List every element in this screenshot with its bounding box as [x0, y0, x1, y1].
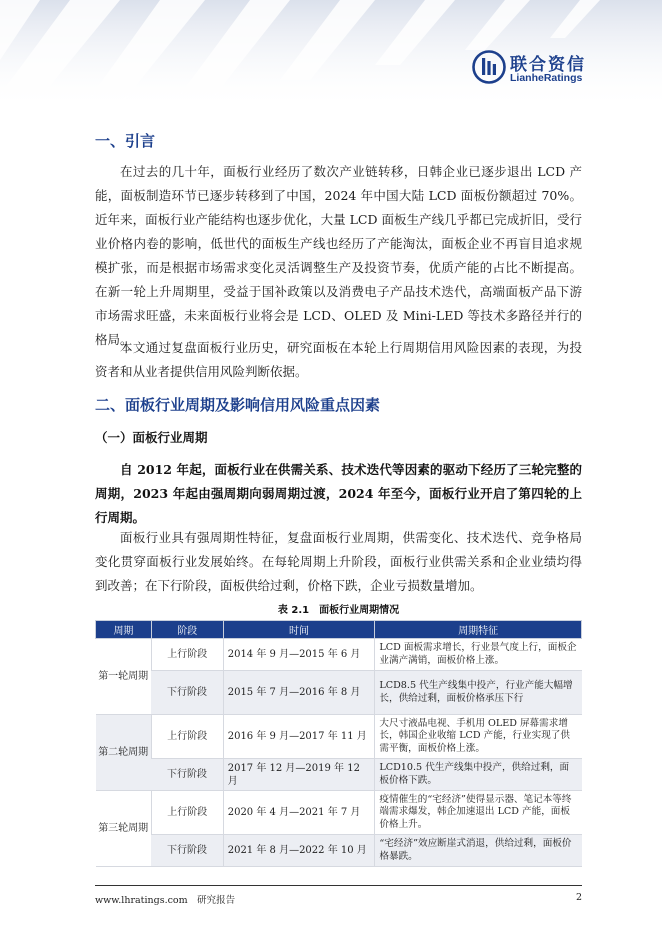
time-cell: 2020 年 4 月—2021 年 7 月 — [223, 791, 375, 835]
cycle-detail-paragraph: 面板行业具有强周期性特征，复盘面板行业周期，供需变化、技术迭代、竞争格局变化贯穿面板行业发展始终。在每轮周期上升阶段，面板行业供需关系和企业业绩均得到改善；在下行阶段，面板供给过剩，价格下跌，企业亏损数量增加。 — [95, 530, 582, 593]
logo-english-name: LianheRatings — [510, 72, 583, 84]
footer-divider — [95, 885, 582, 886]
table-row — [96, 759, 582, 791]
time-cell: 2021 年 8 月—2022 年 10 月 — [223, 835, 375, 867]
feature-cell: 疫情催生的“宅经济”使得显示器、笔记本等终端需求爆发，韩企加速退出 LCD 产能，面板价格上升。 — [375, 791, 582, 835]
table-row — [96, 835, 582, 867]
table-header-cell: 周期特征 — [375, 621, 582, 639]
intro-paragraph-1: 在过去的几十年，面板行业经历了数次产业链转移，日韩企业已逐步退出 LCD 产能，面板制造环节已逐步转移到了中国，2024 年中国大陆 LCD 面板份额超过 70%。近年来，面板行业产能结构也逐步优化，大量 LCD 面板生产线几乎都已完成折旧，受行业价格内卷的影响，低世代的面板生产线也经历了产能淘汰，面板企业不再盲目追求规模扩张，而是根据市场需求变化灵活调整生产及投资节奏，优质产能的占比不断提高。在新一轮上升周期里，受益于国补政策以及消费电子产品技术迭代，高端面板产品下游市场需求旺盛，未来面板行业将会是 LCD、OLED 及 Mini-LED 等技术多路径并行的格局。 — [95, 164, 582, 347]
stage-cell: 下行阶段 — [151, 671, 223, 715]
table-header-row — [96, 621, 582, 639]
table-header-cell: 时间 — [223, 621, 375, 639]
stage-cell: 下行阶段 — [151, 835, 223, 867]
table-header-cell: 阶段 — [151, 621, 223, 639]
feature-cell: LCD 面板需求增长，行业景气度上行，面板企业满产满销，面板价格上涨。 — [375, 639, 582, 671]
lianhe-logo — [472, 50, 602, 90]
period-cell: 第一轮周期 — [96, 639, 152, 715]
table-header-cell: 周期 — [96, 621, 152, 639]
time-cell: 2015 年 7 月—2016 年 8 月 — [223, 671, 375, 715]
logo-chinese-name: 联合资信 — [510, 55, 586, 75]
page-number: 2 — [575, 892, 582, 903]
stage-cell: 上行阶段 — [151, 791, 223, 835]
table-row — [96, 791, 582, 835]
intro-paragraph-2: 本文通过复盘面板行业历史，研究面板在本轮上行周期信用风险因素的表现，为投资者和从业者提供信用风险判断依据。 — [95, 340, 582, 379]
feature-cell: “宅经济”效应断崖式消退，供给过剩，面板价格暴跌。 — [375, 835, 582, 867]
table-caption: 表 2.1 面板行业周期情况 — [277, 605, 400, 616]
footer-site-label: www.lhratings.com 研究报告 — [95, 895, 236, 906]
stage-cell: 下行阶段 — [151, 759, 223, 791]
stage-cell: 上行阶段 — [151, 639, 223, 671]
section-heading-intro: 一、引言 — [95, 132, 156, 150]
lianhe-logo-mark-icon — [472, 50, 506, 84]
feature-cell: 大尺寸液晶电视、手机用 OLED 屏幕需求增长，韩国企业收缩 LCD 产能，行业实现了供需平衡，面板价格上涨。 — [375, 715, 582, 759]
panel-cycle-table — [95, 620, 582, 867]
feature-cell: LCD10.5 代生产线集中投产，供给过剩，面板价格下跌。 — [375, 759, 582, 791]
table-row — [96, 671, 582, 715]
feature-cell: LCD8.5 代生产线集中投产，行业产能大幅增长，供给过剩，面板价格承压下行 — [375, 671, 582, 715]
table-row — [96, 639, 582, 671]
time-cell: 2017 年 12 月—2019 年 12 月 — [223, 759, 375, 791]
table-row — [96, 715, 582, 759]
section-heading-cycle: 二、面板行业周期及影响信用风险重点因素 — [95, 396, 381, 414]
time-cell: 2014 年 9 月—2015 年 6 月 — [223, 639, 375, 671]
time-cell: 2016 年 9 月—2017 年 11 月 — [223, 715, 375, 759]
period-cell: 第二轮周期 — [96, 715, 152, 791]
subsection-heading-cycle: （一）面板行业周期 — [95, 430, 208, 445]
cycle-summary-paragraph: 自 2012 年起，面板行业在供需关系、技术迭代等因素的驱动下经历了三轮完整的周期，2023 年起由强周期向弱周期过渡，2024 年至今，面板行业开启了第四轮的上行周期。 — [95, 462, 582, 525]
stage-cell: 上行阶段 — [151, 715, 223, 759]
period-cell: 第三轮周期 — [96, 791, 152, 867]
